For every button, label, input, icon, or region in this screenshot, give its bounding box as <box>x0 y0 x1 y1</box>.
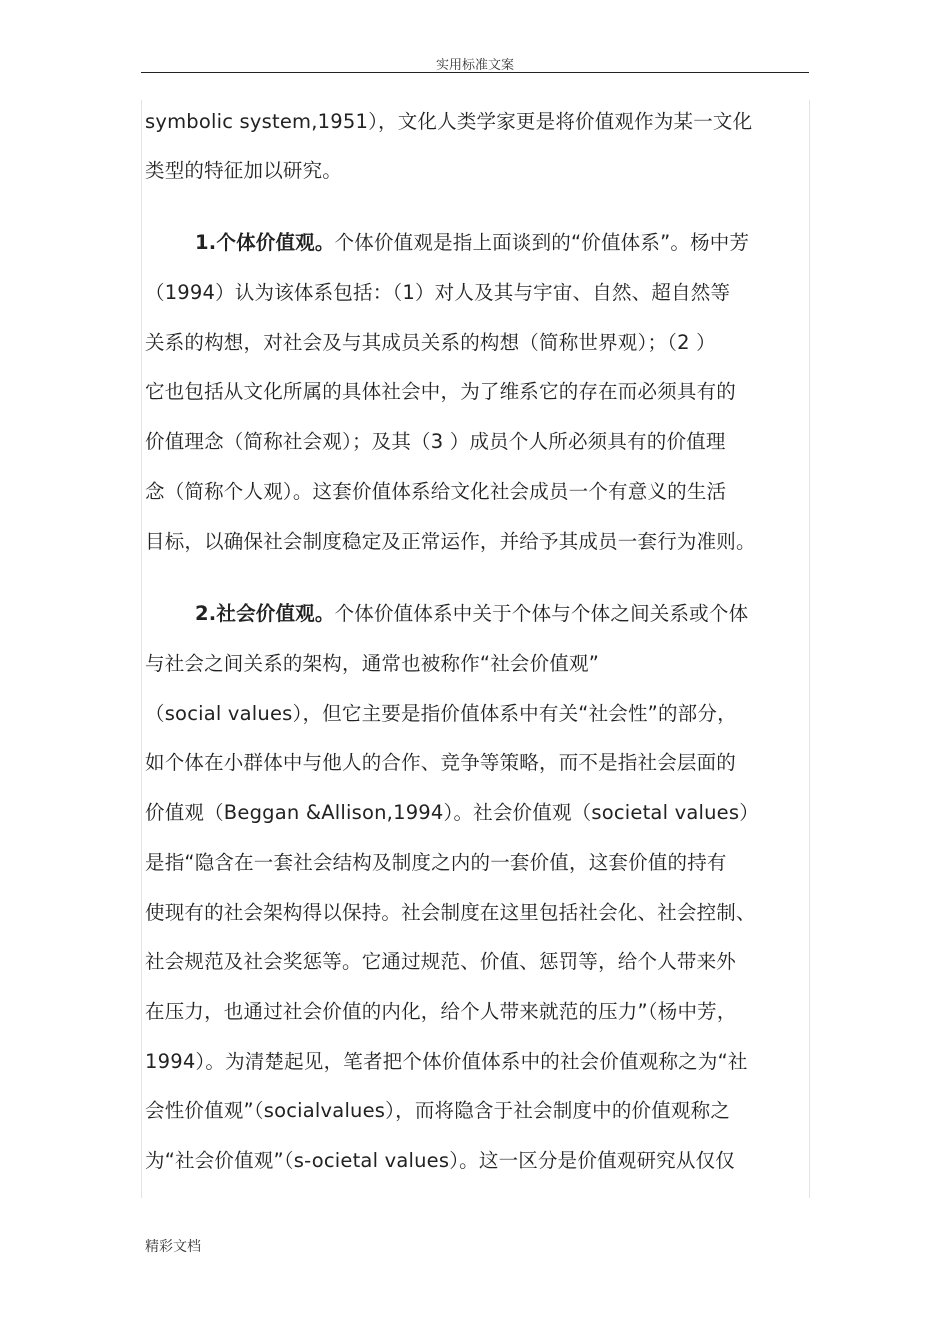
section-heading-individual-values: 1.个体价值观。 <box>195 231 335 254</box>
body-line-16: 使现有的社会架构得以保持。社会制度在这里包括社会化、社会控制、 <box>145 901 756 924</box>
paragraph-1-first-line <box>195 230 749 256</box>
body-line-3: 个体价值观是指上面谈到的“价值体系”。杨中芳 <box>334 231 750 254</box>
body-line-7: 价值理念（简称社会观）；及其（3 ）成员个人所必须具有的价值理 <box>145 430 726 453</box>
body-line-17: 社会规范及社会奖惩等。它通过规范、价值、惩罚等，给个人带来外 <box>145 950 737 973</box>
body-line-19: 1994）。为清楚起见，笔者把个体价值体系中的社会价值观称之为“社 <box>145 1050 748 1073</box>
body-line-21: 为“社会价值观”（s-ocietal values）。这一区分是价值观研究从仅仅 <box>145 1149 735 1172</box>
page-header-title: 实用标准文案 <box>435 58 514 73</box>
body-line-20: 会性价值观”（socialvalues），而将隐含于社会制度中的价值观称之 <box>145 1099 731 1122</box>
page-footer: 精彩文档 <box>145 1239 201 1255</box>
body-line-13: 如个体在小群体中与他人的合作、竞争等策略，而不是指社会层面的 <box>145 751 737 774</box>
body-line-2: 类型的特征加以研究。 <box>145 159 343 182</box>
body-line-9: 目标，以确保社会制度稳定及正常运作，并给予其成员一套行为准则。 <box>145 530 756 553</box>
text-frame-left-border <box>141 100 142 1198</box>
body-line-4: （1994）认为该体系包括：（1）对人及其与宇宙、自然、超自然等 <box>145 281 731 304</box>
header-rule <box>141 72 809 73</box>
body-line-11: 与社会之间关系的架构，通常也被称作“社会价值观” <box>145 652 600 675</box>
body-line-6: 它也包括从文化所属的具体社会中，为了维系它的存在而必须具有的 <box>145 380 737 403</box>
body-line-1: symbolic system,1951），文化人类学家更是将价值观作为某一文化 <box>145 110 753 133</box>
body-line-12: （social values），但它主要是指价值体系中有关“社会性”的部分， <box>145 702 737 725</box>
text-frame-right-border <box>809 100 810 1198</box>
body-line-14: 价值观（Beggan &Allison,1994）。社会价值观（societal values） <box>145 801 759 824</box>
paragraph-2-first-line <box>195 601 748 627</box>
body-line-8: 念（简称个人观）。这套价值体系给文化社会成员一个有意义的生活 <box>145 480 727 503</box>
body-line-15: 是指“隐含在一套社会结构及制度之内的一套价值，这套价值的持有 <box>145 851 727 874</box>
body-line-10: 个体价值体系中关于个体与个体之间关系或个体 <box>334 602 749 625</box>
body-line-18: 在压力，也通过社会价值的内化，给个人带来就范的压力”（杨中芳， <box>145 1000 737 1023</box>
body-line-5: 关系的构想，对社会及与其成员关系的构想（简称世界观）；（2 ） <box>145 331 716 354</box>
section-heading-social-values: 2.社会价值观。 <box>195 602 335 625</box>
